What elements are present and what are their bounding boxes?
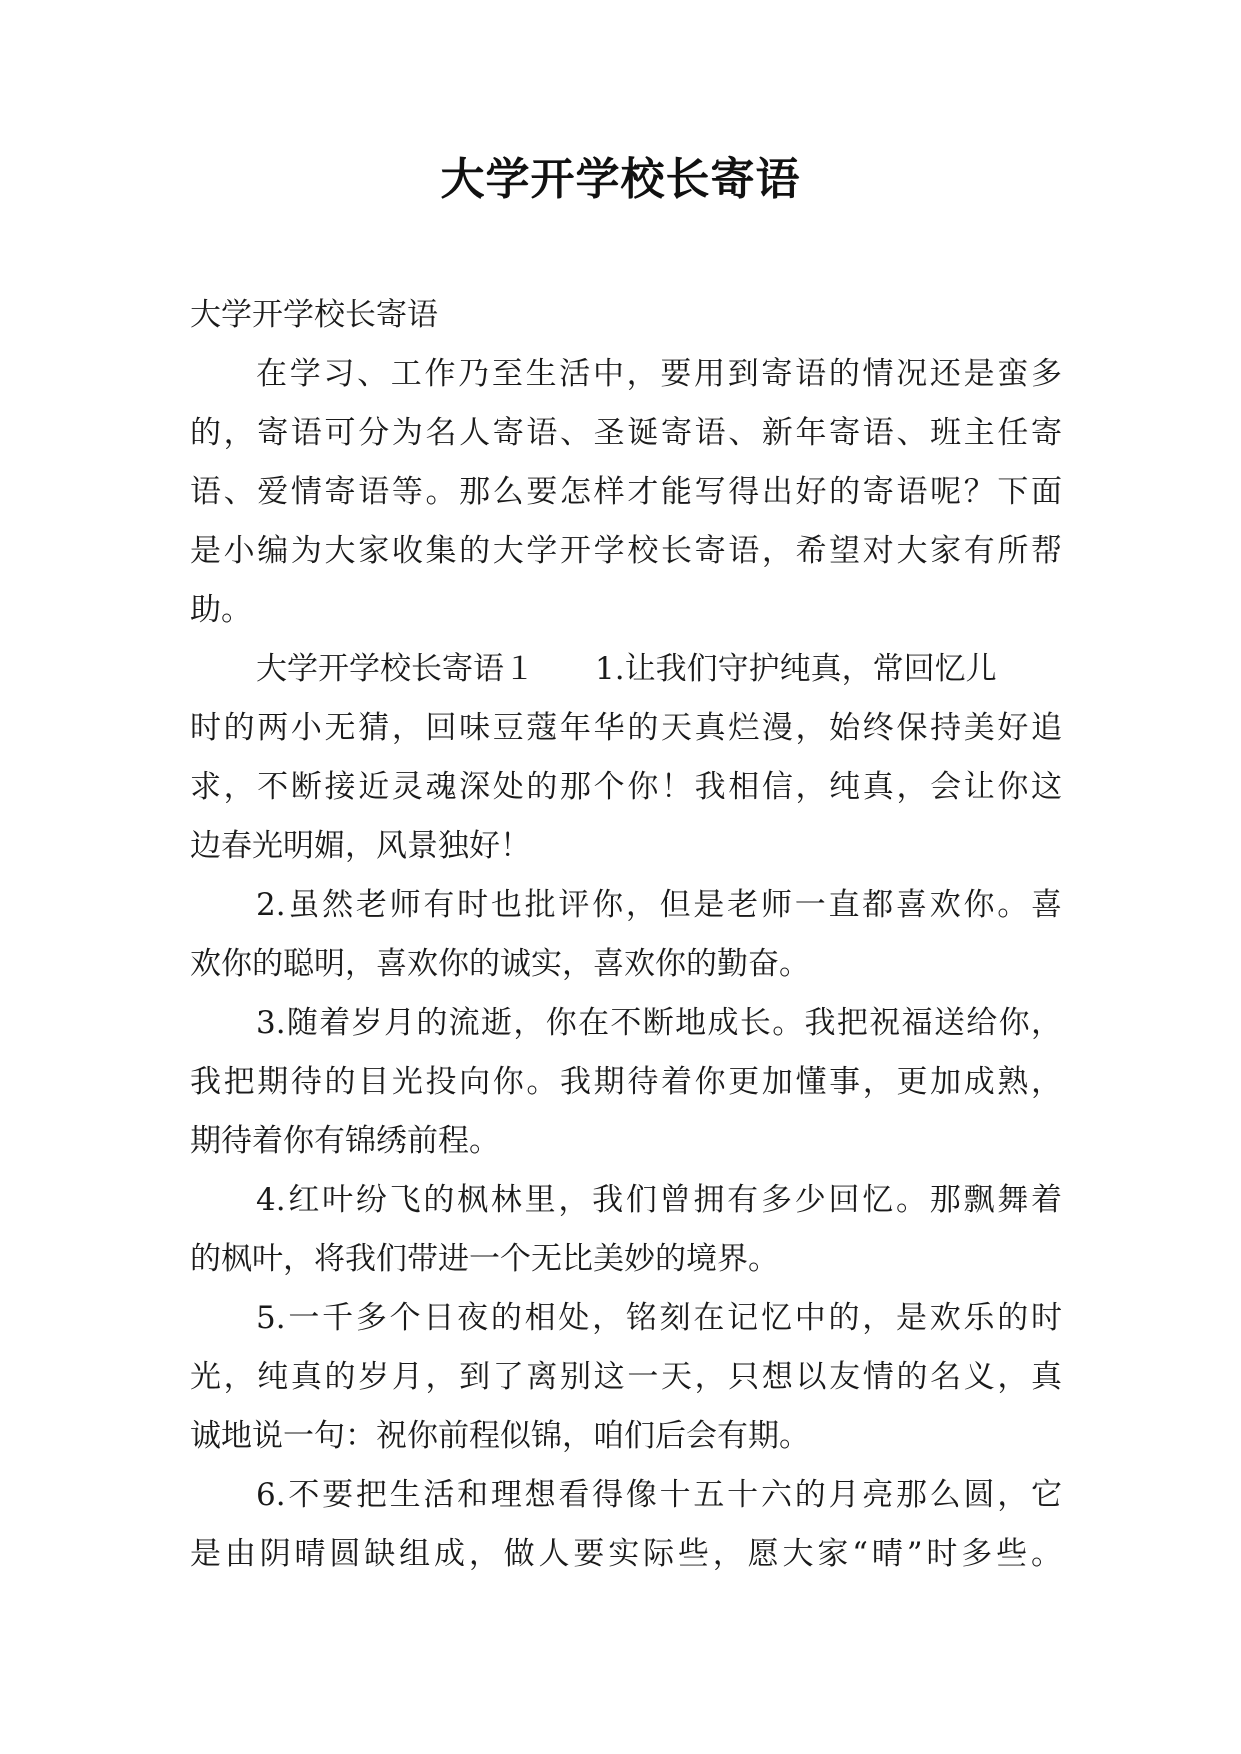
body-line: 4.红叶纷飞的枫林里，我们曾拥有多少回忆。那飘舞着 — [256, 1182, 1062, 1218]
body-line: 的，寄语可分为名人寄语、圣诞寄语、新年寄语、班主任寄 — [190, 415, 1062, 451]
body-line: 语、爱情寄语等。那么要怎样才能写得出好的寄语呢？下面 — [190, 474, 1062, 510]
body-line: 边春光明媚，风景独好！ — [190, 828, 531, 864]
body-line: 6.不要把生活和理想看得像十五十六的月亮那么圆，它 — [256, 1477, 1062, 1513]
body-line: 我把期待的目光投向你。我期待着你更加懂事，更加成熟， — [190, 1064, 1062, 1100]
body-line: 3.随着岁月的流逝，你在不断地成长。我把祝福送给你， — [256, 1005, 1062, 1041]
document-body — [190, 286, 1062, 1584]
body-line: 期待着你有锦绣前程。 — [190, 1123, 500, 1159]
body-line: 是由阴晴圆缺组成，做人要实际些，愿大家“晴”时多些。 — [190, 1536, 1062, 1572]
body-line: 2.虽然老师有时也批评你，但是老师一直都喜欢你。喜 — [256, 887, 1062, 923]
body-line: 求，不断接近灵魂深处的那个你！我相信，纯真，会让你这 — [190, 769, 1062, 805]
body-line: 的枫叶，将我们带进一个无比美妙的境界。 — [190, 1241, 779, 1277]
document-title: 大学开学校长寄语 — [440, 154, 801, 205]
body-line: 在学习、工作乃至生活中，要用到寄语的情况还是蛮多 — [256, 356, 1062, 392]
body-line: 诚地说一句：祝你前程似锦，咱们后会有期。 — [190, 1418, 810, 1454]
body-line: 5.一千多个日夜的相处，铭刻在记忆中的，是欢乐的时 — [256, 1300, 1062, 1336]
body-line-subtitle: 大学开学校长寄语 — [190, 297, 438, 333]
body-line: 助。 — [190, 592, 252, 628]
body-line-section-heading — [190, 640, 1062, 699]
section-heading: 大学开学校长寄语１ — [256, 651, 535, 687]
body-line: 欢你的聪明，喜欢你的诚实，喜欢你的勤奋。 — [190, 946, 810, 982]
body-line: 是小编为大家收集的大学开学校长寄语，希望对大家有所帮 — [190, 533, 1062, 569]
body-line: 时的两小无猜，回味豆蔻年华的天真烂漫，始终保持美好追 — [190, 710, 1062, 746]
body-line: 光，纯真的岁月，到了离别这一天，只想以友情的名义，真 — [190, 1359, 1062, 1395]
item-1-start: 1.让我们守护纯真，常回忆儿 — [595, 651, 997, 687]
